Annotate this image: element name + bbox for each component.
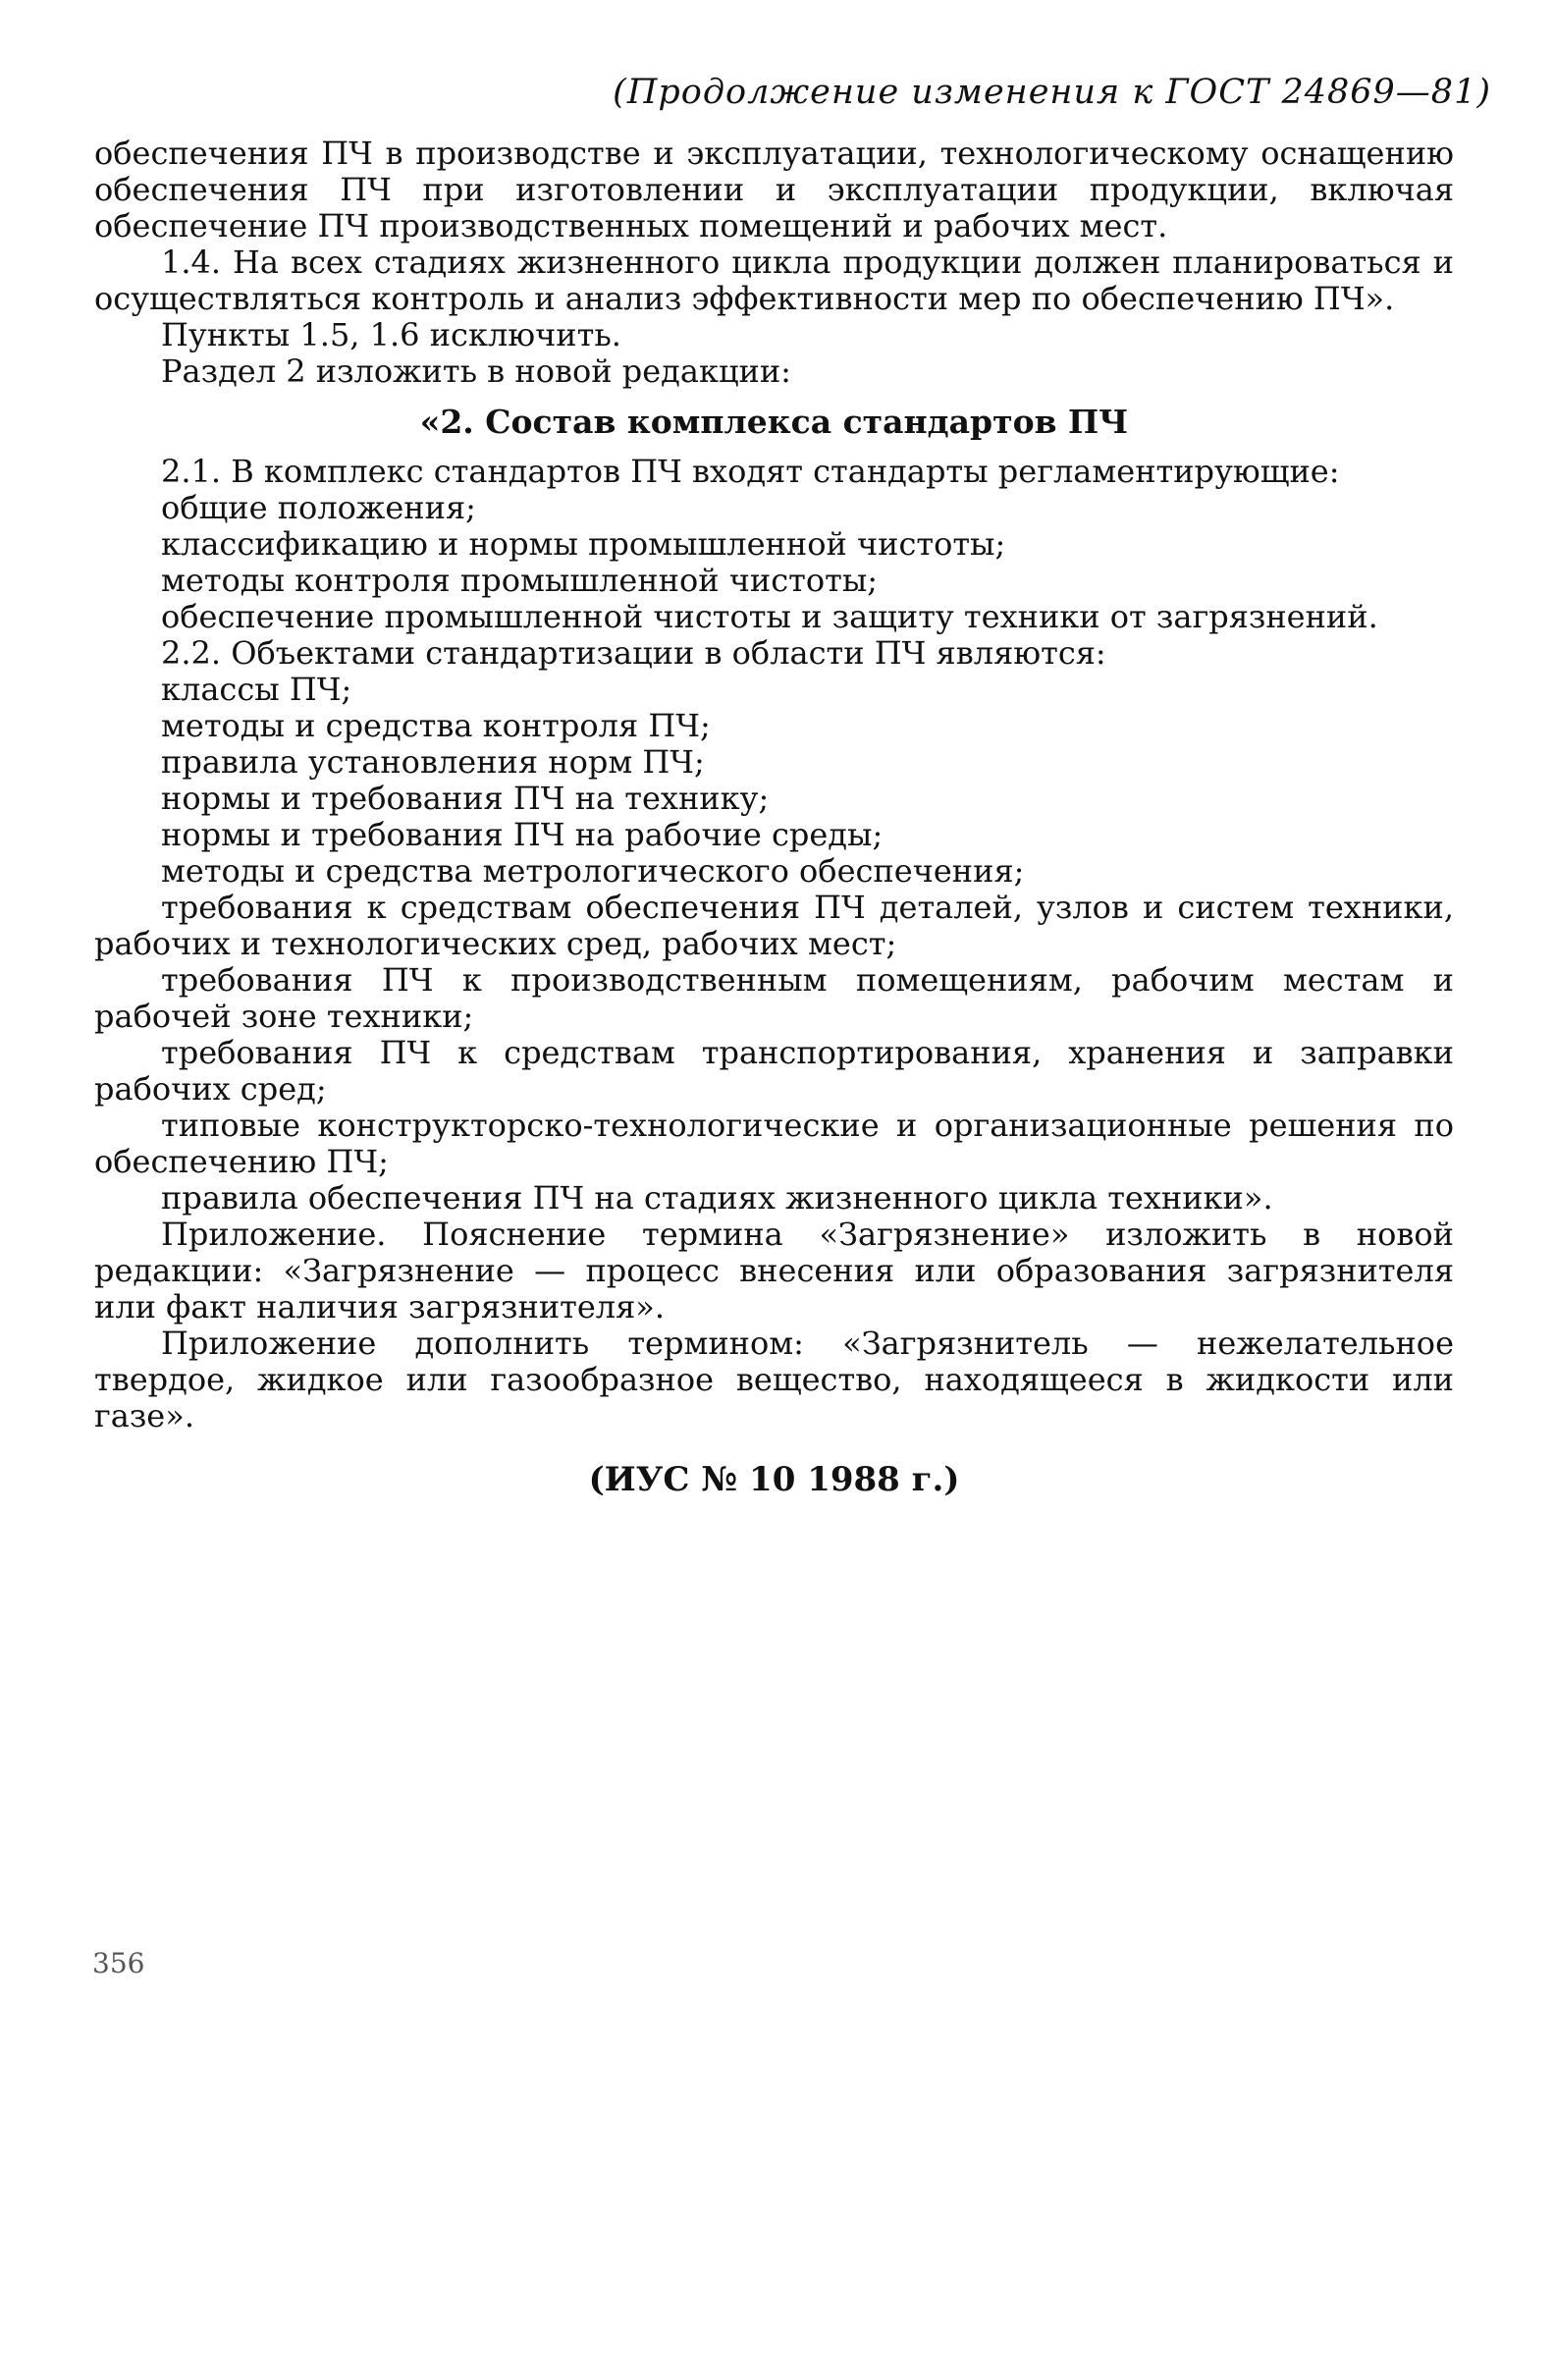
exclude-note: Пункты 1.5, 1.6 исключить. [161, 316, 621, 353]
paragraph-2-1: 2.1. В комплекс стандартов ПЧ входят стандарты регламентирующие: [161, 453, 1340, 490]
list-item: общие положения; [161, 489, 476, 526]
source-reference: (ИУС № 10 1988 г.) [588, 1460, 960, 1499]
list-item: классификацию и нормы промышленной чистоты; [161, 525, 1006, 563]
appendix-paragraph-2: Приложение дополнить термином: «Загрязнитель — нежелательное твердое, жидкое или газообразное вещество, находящееся в жидкости или газе». [94, 1325, 1454, 1434]
intro-paragraph: обеспечения ПЧ в производстве и эксплуатации, технологическому оснащению обеспечения ПЧ при изготовлении и эксплуатации продукции, включая обеспечение ПЧ производственных помещений и рабочих мест. [94, 135, 1454, 244]
section-title: «2. Состав комплекса стандартов ПЧ [419, 403, 1129, 441]
list-item: классы ПЧ; [161, 671, 352, 708]
list-item: нормы и требования ПЧ на рабочие среды; [161, 816, 884, 853]
list-item: требования к средствам обеспечения ПЧ деталей, узлов и систем техники, рабочих и технологических сред, рабочих мест; [94, 889, 1454, 962]
list-item: требования ПЧ к средствам транспортирования, хранения и заправки рабочих сред; [94, 1034, 1454, 1108]
list-item: методы контроля промышленной чистоты; [161, 562, 879, 599]
list-item: типовые конструкторско-технологические и организационные решения по обеспечению ПЧ; [94, 1107, 1454, 1180]
list-item: нормы и требования ПЧ на технику; [161, 780, 770, 817]
section-intro: Раздел 2 изложить в новой редакции: [161, 352, 791, 390]
paragraph-1-4: 1.4. На всех стадиях жизненного цикла продукции должен планироваться и осуществляться контроль и анализ эффективности мер по обеспечению ПЧ». [94, 243, 1454, 317]
list-2-2 [94, 672, 1454, 1217]
list-2-1 [94, 490, 1454, 635]
appendix-paragraph-1: Приложение. Пояснение термина «Загрязнение» изложить в новой редакции: «Загрязнение — процесс внесения или образования загрязнителя или факт наличия загрязнителя». [94, 1216, 1454, 1325]
list-item: методы и средства метрологического обеспечения; [161, 852, 1025, 890]
list-item: правила обеспечения ПЧ на стадиях жизненного цикла техники». [161, 1179, 1273, 1217]
list-item: требования ПЧ к производственным помещениям, рабочим местам и рабочей зоне техники; [94, 961, 1454, 1035]
paragraph-2-2: 2.2. Объектами стандартизации в области ПЧ являются: [161, 634, 1106, 672]
page-number: 356 [92, 1947, 145, 1979]
list-item: правила установления норм ПЧ; [161, 743, 705, 781]
list-item: обеспечение промышленной чистоты и защиту техники от загрязнений. [161, 598, 1378, 635]
list-item: методы и средства контроля ПЧ; [161, 707, 711, 744]
running-header: (Продолжение изменения к ГОСТ 24869—81) [613, 73, 1491, 112]
document-body [94, 135, 1454, 1498]
